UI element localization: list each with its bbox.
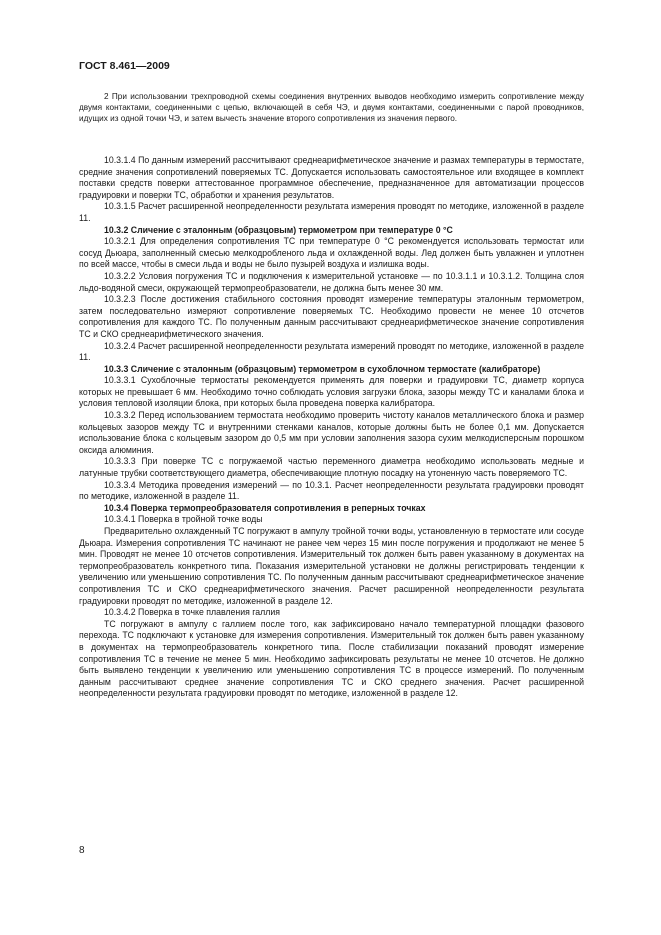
paragraph: 10.3.1.5 Расчет расширенной неопределенности результата измерения проводят по методике, изложенной в разделе 11. xyxy=(79,201,584,223)
section-heading: 10.3.2 Сличение с эталонным (образцовым) термометром при температуре 0 °С xyxy=(104,224,453,235)
section-heading: 10.3.4 Поверка термопреобразователя сопротивления в реперных точках xyxy=(104,502,426,513)
page-number: 8 xyxy=(79,845,85,856)
paragraph: 10.3.4.1 Поверка в тройной точке воды xyxy=(104,514,263,525)
paragraph: ТС погружают в ампулу с галлием после того, как зафиксировано начало температурной площадки фазового перехода. ТС подключают к установке для измерения сопротивления. Измерительный ток должен быть равен указанному в документах на термопреобразователь конкретного типа. После стабилизации показаний проводят измерение сопротивления ТС в течение не менее 5 мин. Необходимо зафиксировать результаты не менее 10 отсчетов. Не должно быть выявлено тенденции к увеличению или уменьшению сопротивления ТС в процессе измерений. По полученным данным рассчитывают среднее значение сопротивления ТС и СКО среднего значения. Расчет расширенной неопределенности результата градуировки проводят по методике, изложенной в разделе 12. xyxy=(79,618,584,699)
paragraph: 10.3.3.4 Методика проведения измерений — по 10.3.1. Расчет неопределенности результата градуировки проводят по методике, изложенной в разделе 11. xyxy=(79,479,584,502)
note-paragraph: 2 При использовании трехпроводной схемы соединения внутренних выводов необходимо измерить сопротивление между двумя контактами, соединенными с цепью, включающей в себя ЧЭ, и двумя контактами, соединенными с парой проводников, идущих из одной точки ЧЭ, и затем вычесть значение второго сопротивления из значения первого. xyxy=(79,92,584,123)
paragraph: 10.3.2.1 Для определения сопротивления ТС при температуре 0 °С рекомендуется использовать термостат или сосуд Дьюара, заполненный смесью мелкодробленого льда и охлажденной воды. Лед должен быть увлажнен и уплотнен по всей массе, чтобы в смеси льда и воды не было пузырей воздуха и излишка воды. xyxy=(79,236,584,270)
paragraph: 10.3.3.3 При поверке ТС с погружаемой частью переменного диаметра необходимо использовать медные и латунные трубки соответствующего диаметра, обеспечивающие плотную посадку на утоненную часть поверяемого ТС. xyxy=(79,456,584,479)
paragraph: 10.3.1.4 По данным измерений рассчитывают среднеарифметическое значение и размах температуры в термостате, средние значения сопротивлений поверяемых ТС. Допускается использовать самостоятельное или входящее в комплект поставки средств поверки аттестованное программное обеспечение, предназначенное для автоматизации процессов градуировки и поверки ТС, обработки и хранения результатов. xyxy=(79,155,584,200)
main-text xyxy=(79,155,584,700)
section-heading: 10.3.3 Сличение с эталонным (образцовым) термометром в сухоблочном термостате (калибраторе) xyxy=(104,363,541,374)
paragraph: 10.3.3.1 Сухоблочные термостаты рекомендуется применять для поверки и градуировки ТС, диаметр корпуса которых не превышает 6 мм. Необходимо точно соблюдать условия загрузки блока, зазоры между ТС и каналами блока и условия тепловой изоляции блока, при которых была проведена поверка калибратора. xyxy=(79,375,584,409)
paragraph: 10.3.2.2 Условия погружения ТС и подключения к измерительной установке — по 10.3.1.1 и 10.3.1.2. Толщина слоя льдо-водяной смеси, окружающей термопреобразователи, не должна быть менее 30 мм. xyxy=(79,270,584,293)
paragraph: 10.3.3.2 Перед использованием термостата необходимо проверить чистоту каналов металлического блока и размер кольцевых зазоров между ТС и внутренними стенками каналов, которые должны быть не более 0,1 мм. Допускается использование блока с кольцевым зазором до 0,5 мм при условии заполнения зазора сухим мелкодисперсным порошком оксида алюминия. xyxy=(79,410,584,455)
paragraph: 10.3.2.4 Расчет расширенной неопределенности результата измерений проводят по методике, изложенной в разделе 11. xyxy=(79,340,584,363)
paragraph: 10.3.2.3 После достижения стабильного состояния проводят измерение температуры эталонным термометром, затем последовательно измеряют сопротивление поверяемых ТС. Необходимо провести не менее 10 отсчетов сопротивления для каждого ТС. По полученным данным рассчитывают среднеарифметическое значение сопротивления ТС и СКО среднеарифметического значения. xyxy=(79,294,584,339)
document-header: ГОСТ 8.461—2009 xyxy=(79,60,170,72)
paragraph: 10.3.4.2 Поверка в точке плавления галлия xyxy=(104,607,280,618)
footnote-block xyxy=(79,92,584,124)
paragraph: Предварительно охлажденный ТС погружают в ампулу тройной точки воды, установленную в термостате или сосуде Дьюара. Измерения сопротивления ТС начинают не ранее чем через 15 мин после погружения и продолжают не менее 5 мин. Проводят не менее 10 отсчетов сопротивления. Измерительный ток должен быть равен указанному в документах на термопреобразователь конкретного типа. Показания измерительной установки не должны регистрировать тенденции к увеличению или уменьшению сопротивления ТС. По полученным данным рассчитывают среднеарифметическое значение сопротивления ТС и СКО среднеарифметического значения. Расчет расширенной неопределенности результата градуировки проводят по методике, изложенной в разделе 12. xyxy=(79,526,584,606)
